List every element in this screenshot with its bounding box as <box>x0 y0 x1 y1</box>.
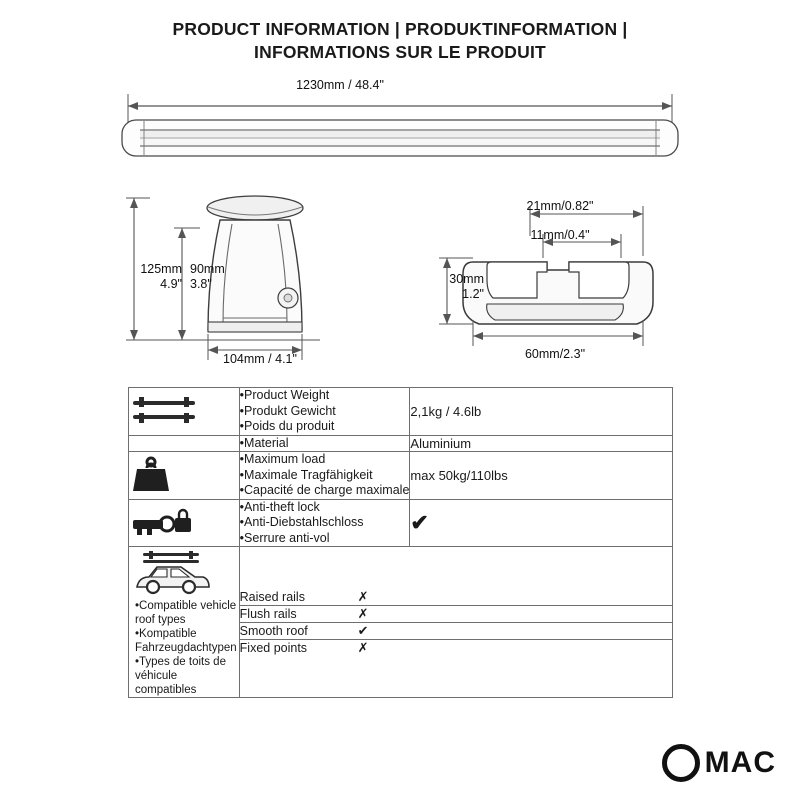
roof-type-row <box>240 589 672 606</box>
foot-width-label: 104mm / 4.1" <box>223 352 297 366</box>
roof-type-mark: ✗ <box>357 639 369 655</box>
table-row <box>129 435 673 452</box>
roof-type-name: Flush rails <box>240 605 358 622</box>
weight-icon <box>129 452 240 500</box>
roof-types-label-cell: •Compatible vehicle roof types •Kompatible Fahrzeugdachtypen •Types de toits de véhicule compatibles <box>135 600 237 696</box>
material-value: Aluminium <box>410 435 673 452</box>
roof-type-name: Fixed points <box>239 640 308 655</box>
specification-table <box>128 387 673 698</box>
roof-type-row <box>240 605 672 622</box>
anti-theft-label-cell: •Anti-theft lock •Anti-Diebstahlschloss •Serrure anti-vol <box>239 499 410 547</box>
profile-slot-width-label: 11mm/0.4" <box>530 228 590 242</box>
profile-height-label: 30mm 1.2" <box>449 272 484 301</box>
table-row <box>129 388 673 436</box>
roof-type-name: Smooth roof <box>240 622 358 639</box>
roof-type-mark: ✔ <box>358 622 672 639</box>
roof-types-subtable-cell <box>239 547 672 698</box>
roof-bars-icon <box>129 388 240 436</box>
max-load-value: max 50kg/110lbs <box>410 452 673 500</box>
table-row-roof-types <box>129 547 673 698</box>
roof-type-row <box>240 639 672 656</box>
material-label-cell: •Material <box>239 435 410 452</box>
logo-o-icon <box>662 744 700 782</box>
roof-type-row <box>240 622 672 639</box>
roof-type-name: Raised rails <box>240 589 358 606</box>
height-total-label: 125mm 4.9" <box>140 262 182 291</box>
page-title <box>60 18 740 64</box>
max-load-label-cell: •Maximum load •Maximale Tragfähigkeit •Capacité de charge maximale <box>239 452 410 497</box>
roof-types-table <box>240 589 672 656</box>
weight-value: 2,1kg / 4.6lb <box>410 388 673 436</box>
profile-top-width-label: 21mm/0.82" <box>526 199 594 213</box>
page-title-line-2: INFORMATIONS SUR LE PRODUIT <box>254 42 546 62</box>
brand-logo <box>662 744 776 782</box>
roof-type-mark: ✗ <box>358 589 672 606</box>
table-row <box>129 452 673 500</box>
table-row <box>129 499 673 547</box>
material-icon-empty <box>129 435 240 452</box>
weight-label-cell: •Product Weight •Produkt Gewicht •Poids du produit <box>239 388 410 436</box>
page-title-line-1: PRODUCT INFORMATION | PRODUKTINFORMATION | <box>172 19 628 39</box>
car-with-rack-icon <box>129 547 240 698</box>
lock-key-icon <box>129 499 240 547</box>
logo-text: MAC <box>704 746 776 779</box>
anti-theft-value: ✔ <box>410 499 673 547</box>
bar-length-label: 1230mm / 48.4" <box>296 78 384 92</box>
height-inner-label: 90mm 3.8" <box>190 262 225 291</box>
roof-type-mark: ✗ <box>358 605 672 622</box>
profile-width-label: 60mm/2.3" <box>524 347 586 361</box>
